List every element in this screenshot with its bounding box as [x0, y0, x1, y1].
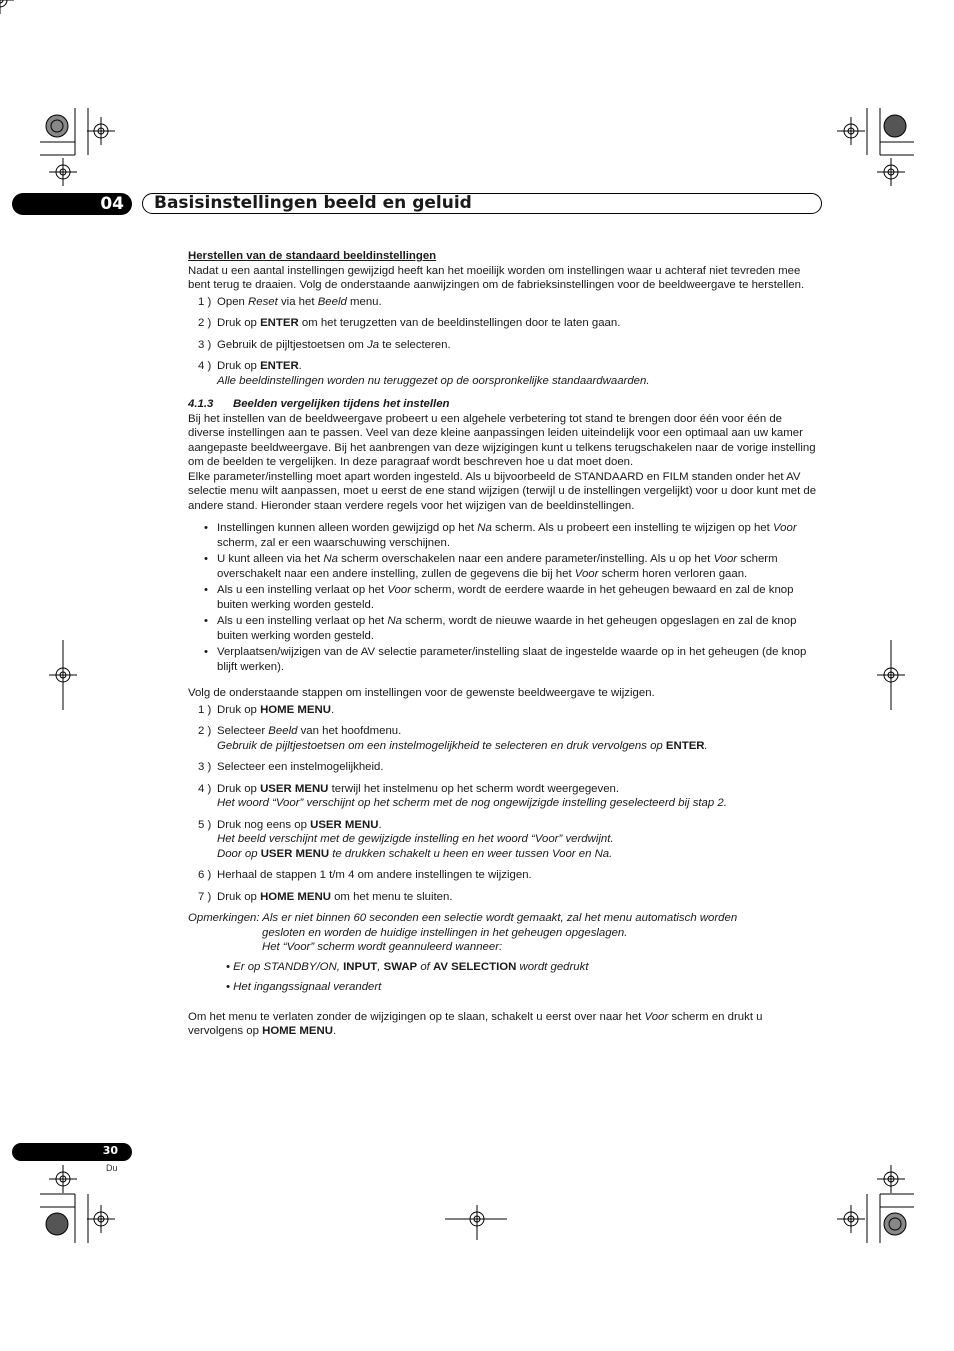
step-note: Gebruik de pijltjestoetsen om een instelmogelijkheid te selecteren en druk vervolgens op ENTER.: [217, 739, 708, 752]
closing-paragraph: Om het menu te verlaten zonder de wijzigingen op te slaan, schakelt u eerst over naar het Voor scherm en drukt u vervolgens op HOME MENU.: [188, 1010, 763, 1037]
remarks-items: [226, 960, 820, 995]
list-item: 5 ) Druk nog eens op USER MENU. Het beeld verschijnt met de gewijzigde instelling en het woord “Voor” verdwijnt. Door op USER MENU te drukken schakelt u heen en weer tussen Voor en Na.: [188, 818, 820, 862]
list-item: • Er op STANDBY/ON, INPUT, SWAP of AV SELECTION wordt gedrukt: [226, 960, 589, 973]
step-note: Alle beeldinstellingen worden nu teruggezet op de oorspronkelijke standaardwaarden.: [217, 374, 650, 387]
list-item: 6 ) Herhaal de stappen 1 t/m 4 om andere instellingen te wijzigen.: [198, 869, 532, 881]
page-number: 30: [102, 1144, 118, 1157]
section-intro-reset: Nadat u een aantal instellingen gewijzigd heeft kan het moeilijk worden om instellingen waar u achteraf niet tevreden mee bent terug te draaien. Volg de onderstaande aanwijzingen om de fabrieksinstellingen voor de beeldweergave te herstellen.: [188, 264, 805, 291]
reset-steps-list: [188, 295, 820, 389]
list-item: 4 ) Druk op ENTER. Alle beeldinstellingen worden nu teruggezet op de oorspronkelijke standaardwaarden.: [188, 359, 820, 388]
step-note: Het beeld verschijnt met de gewijzigde instelling en het woord “Voor” verdwijnt.: [217, 833, 614, 845]
page-language: Du: [106, 1163, 118, 1173]
list-item: 4 ) Druk op USER MENU terwijl het instelmenu op het scherm wordt weergegeven. Het woord “Voor” verschijnt op het scherm met de nog ongewijzigde instelling geselecteerd bij stap 2.: [188, 782, 820, 811]
list-item: • Verplaatsen/wijzigen van de AV selectie parameter/instelling slaat de ingestelde waarde op in het geheugen (de knop blijft werken).: [188, 645, 820, 674]
list-item: • Het ingangssignaal verandert: [226, 981, 382, 993]
page-number-badge: [12, 1143, 132, 1161]
list-item: 1 ) Druk op HOME MENU.: [198, 703, 335, 716]
list-item: • Als u een instelling verlaat op het Na scherm, wordt de nieuwe waarde in het geheugen opgeslagen en zal de knop buiten werking worden gesteld.: [188, 614, 820, 643]
remarks-line: gesloten en worden de huidige instellingen in het geheugen opgeslagen.: [262, 926, 628, 939]
chapter-title: Basisinstellingen beeld en geluid: [154, 193, 472, 213]
section-heading-reset: Herstellen van de standaard beeldinstellingen: [188, 250, 437, 262]
remarks-line: Opmerkingen: Als er niet binnen 60 seconden een selectie wordt gemaakt, zal het menu automatisch worden: [188, 912, 738, 924]
list-item: • Als u een instelling verlaat op het Voor scherm, wordt de eerdere waarde in het geheugen bewaard en zal de knop buiten werking worden gesteld.: [188, 583, 820, 612]
list-item: 7 ) Druk op HOME MENU om het menu te sluiten.: [198, 890, 453, 903]
remarks-block: [188, 911, 820, 955]
remarks-line: Het “Voor” scherm wordt geannuleerd wanneer:: [262, 941, 503, 953]
chapter-badge: [12, 193, 132, 215]
subsection-heading: 4.1.3 Beelden vergelijken tijdens het instellen: [188, 398, 450, 410]
step-note: Door op USER MENU te drukken schakelt u heen en weer tussen Voor en Na.: [217, 847, 613, 860]
list-item: • U kunt alleen via het Na scherm overschakelen naar een andere parameter/instelling. Als u op het Voor scherm overschakelt naar een andere instelling, zullen de gegevens die bij het Voor scherm horen verloren gaan.: [188, 552, 820, 581]
list-item: 3 ) Gebruik de pijltjestoetsen om Ja te selecteren.: [198, 338, 451, 351]
page-content: [188, 249, 820, 1039]
step-note: Het woord “Voor” verschijnt op het scherm met de nog ongewijzigde instelling geselecteerd bij stap 2.: [217, 797, 727, 809]
list-item: 2 ) Selecteer Beeld van het hoofdmenu. Gebruik de pijltjestoetsen om een instelmogelijkheid te selecteren en druk vervolgens op ENTER.: [188, 724, 820, 753]
list-item: • Instellingen kunnen alleen worden gewijzigd op het Na scherm. Als u probeert een instelling te wijzigen op het Voor scherm, zal er een waarschuwing verschijnen.: [188, 521, 820, 550]
list-item: 3 ) Selecteer een instelmogelijkheid.: [198, 761, 384, 773]
list-item: 2 ) Druk op ENTER om het terugzetten van de beeldinstellingen door te laten gaan.: [198, 317, 621, 329]
paragraph: Bij het instellen van de beeldweergave probeert u een algehele verbetering tot stand te brengen door één voor één de diverse instellingen aan te passen. Veel van deze kleine aanpassingen leiden uiteindelijk voor een optimaal aan uw kamer aangepaste beeldweergave. Bij het aanbrengen van deze wijzigingen kunt u telkens terugschakelen naar de vorige instelling om de beelden te vergelijken. In deze paragraaf wordt beschreven hoe u dat moet doen.: [188, 412, 816, 468]
list-item: 1 ) Open Reset via het Beeld menu.: [198, 295, 382, 308]
paragraph: Elke parameter/instelling moet apart worden ingesteld. Als u bijvoorbeeld de STANDAARD en FILM standen onder het AV selectie menu wilt aanpassen, moet u eerst de ene stand wijzigen (terwijl u de instellingen vergelijkt) voor u door kunt met de andere stand. Hieronder staan verdere regels voor het wijzigen van de beeldinstellingen.: [188, 470, 817, 512]
compare-steps-list: [188, 703, 820, 905]
rules-bullet-list: [188, 521, 820, 674]
chapter-title-bar: [142, 193, 822, 214]
chapter-number: 04: [100, 194, 124, 214]
steps-intro: Volg de onderstaande stappen om instellingen voor de gewenste beeldweergave te wijzigen.: [188, 687, 655, 699]
